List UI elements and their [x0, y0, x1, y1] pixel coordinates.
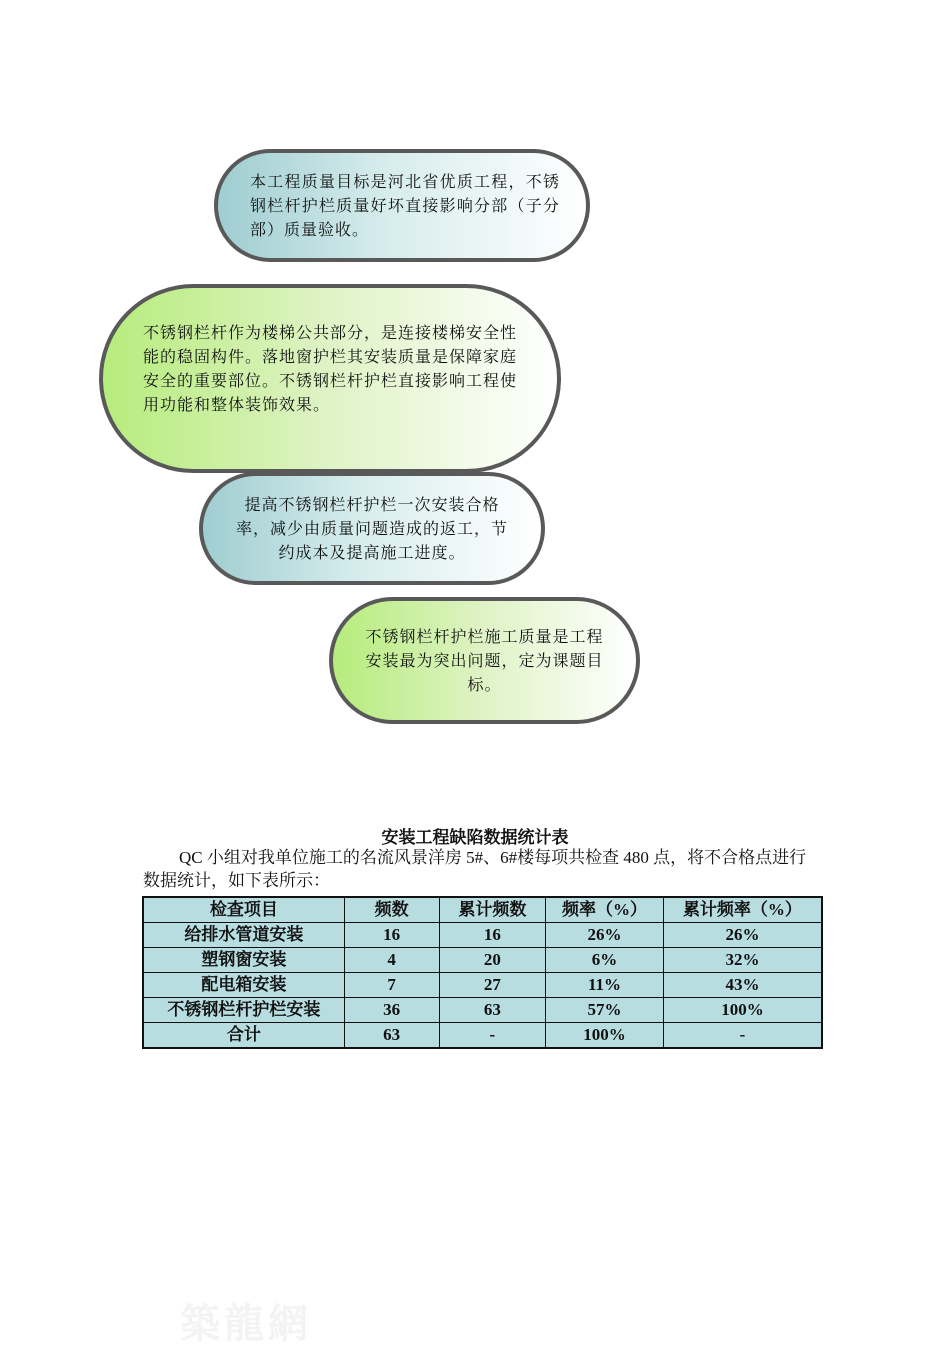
cell-frequency: 36	[344, 998, 439, 1023]
cell-cumulative-frequency: -	[439, 1023, 546, 1049]
callout-improve-pass-rate	[199, 472, 545, 585]
cell-item: 合计	[143, 1023, 344, 1049]
cell-cumulative-rate: 26%	[663, 923, 822, 948]
table-total-row	[143, 1023, 822, 1049]
cell-cumulative-rate: 43%	[663, 973, 822, 998]
callout-topic-goal	[329, 597, 640, 724]
callout-quality-goal-text: 本工程质量目标是河北省优质工程，不锈钢栏杆护栏质量好坏直接影响分部（子分部）质量验收。	[250, 171, 560, 239]
table-title: 安装工程缺陷数据统计表	[381, 828, 569, 847]
intro-paragraph: QC 小组对我单位施工的名流风景洋房 5#、6#楼每项共检查 480 点，将不合格点进行数据统计，如下表所示：	[143, 848, 807, 890]
cell-frequency: 16	[344, 923, 439, 948]
table-row	[143, 973, 822, 998]
cell-cumulative-rate: -	[663, 1023, 822, 1049]
header-frequency: 频数	[344, 897, 439, 923]
cell-item: 不锈钢栏杆护栏安装	[143, 998, 344, 1023]
cell-cumulative-rate: 100%	[663, 998, 822, 1023]
cell-item: 塑钢窗安装	[143, 948, 344, 973]
cell-cumulative-rate: 32%	[663, 948, 822, 973]
callout-topic-goal-text: 不锈钢栏杆护栏施工质量是工程安装最为突出问题，定为课题目标。	[365, 626, 604, 694]
callout-improve-pass-rate-text: 提高不锈钢栏杆护栏一次安装合格率，减少由质量问题造成的返工，节约成本及提高施工进度。	[235, 494, 508, 562]
cell-cumulative-frequency: 20	[439, 948, 546, 973]
cell-frequency: 7	[344, 973, 439, 998]
callout-quality-goal	[214, 149, 590, 262]
cell-rate: 11%	[546, 973, 664, 998]
table-header-row	[143, 897, 822, 923]
cell-cumulative-frequency: 27	[439, 973, 546, 998]
table-row	[143, 998, 822, 1023]
watermark-logo: 築龍網	[180, 1300, 312, 1347]
header-rate: 频率（%）	[546, 897, 664, 923]
cell-frequency: 4	[344, 948, 439, 973]
callout-railing-importance-text: 不锈钢栏杆作为楼梯公共部分，是连接楼梯安全性能的稳固构件。落地窗护栏其安装质量是保障家庭安全的重要部位。不锈钢栏杆护栏直接影响工程使用功能和整体装饰效果。	[143, 322, 518, 414]
header-cumulative-rate: 累计频率（%）	[663, 897, 822, 923]
cell-rate: 6%	[546, 948, 664, 973]
callout-railing-importance	[99, 284, 561, 473]
header-check-item: 检查项目	[143, 897, 344, 923]
table-row	[143, 948, 822, 973]
table-row	[143, 923, 822, 948]
cell-rate: 57%	[546, 998, 664, 1023]
cell-item: 配电箱安装	[143, 973, 344, 998]
cell-rate: 100%	[546, 1023, 664, 1049]
cell-cumulative-frequency: 63	[439, 998, 546, 1023]
header-cumulative-frequency: 累计频数	[439, 897, 546, 923]
cell-cumulative-frequency: 16	[439, 923, 546, 948]
cell-rate: 26%	[546, 923, 664, 948]
cell-frequency: 63	[344, 1023, 439, 1049]
cell-item: 给排水管道安装	[143, 923, 344, 948]
defect-statistics-table	[142, 896, 823, 1049]
